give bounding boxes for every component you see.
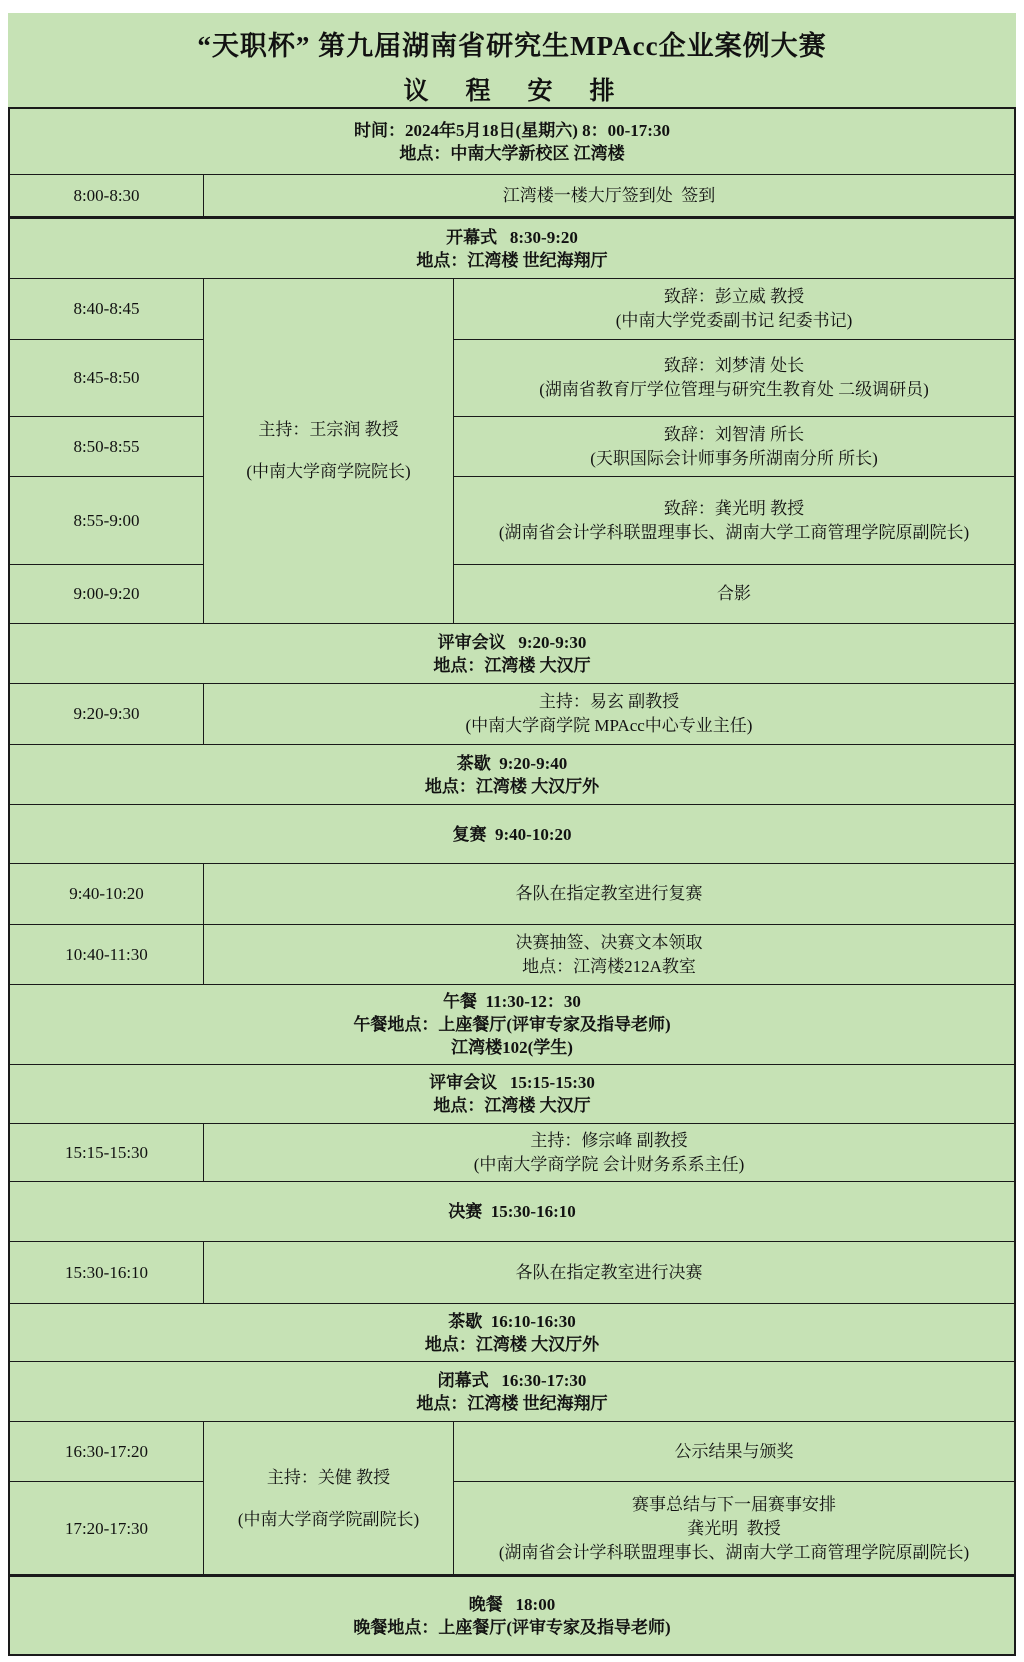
time-cell: 17:20-17:30 [10, 1482, 204, 1576]
row-signin [10, 175, 1014, 219]
content-line: (湖南省会计学科联盟理事长、湖南大学工商管理学院原副院长) [498, 522, 970, 542]
content-line: (中南大学商学院 MPAcc中心专业主任) [465, 716, 753, 735]
section-title: 评审会议 9:20-9:30 [437, 632, 587, 652]
content-cell [454, 1422, 1014, 1482]
title-block [8, 13, 1016, 107]
section-title: 茶歇 16:10-16:30 [448, 1311, 576, 1331]
host-line: 主持：关健 教授 [266, 1468, 391, 1487]
content-cell [204, 1242, 1014, 1303]
host-line: (中南大学商学院副院长) [237, 1510, 420, 1529]
content-cell [454, 565, 1014, 623]
section-location: 地点：江湾楼 大汉厅外 [424, 1334, 600, 1354]
section-location: 地点：江湾楼 大汉厅外 [424, 776, 600, 796]
content-line: (中南大学商学院 会计财务系系主任) [473, 1154, 745, 1174]
row-final-draw [10, 925, 1014, 985]
content-cell [454, 279, 1014, 340]
host-line: 主持：王宗润 教授 [258, 420, 399, 439]
section-title: 茶歇 9:20-9:40 [456, 753, 568, 773]
row-final [10, 1242, 1014, 1304]
section-title: 复赛 9:40-10:20 [452, 824, 572, 844]
opening-session-group [10, 279, 1014, 624]
content-line: 公示结果与颁奖 [674, 1441, 794, 1461]
schedule-table [8, 107, 1016, 1656]
time-cell: 10:40-11:30 [10, 925, 204, 984]
time-cell: 8:40-8:45 [10, 279, 204, 340]
section-title: 闭幕式 16:30-17:30 [437, 1370, 587, 1390]
event-location-text: 地点：中南大学新校区 江湾楼 [399, 143, 625, 163]
section-header-closing [10, 1362, 1014, 1422]
time-cell: 8:50-8:55 [10, 417, 204, 477]
time-cell: 8:00-8:30 [10, 175, 204, 216]
time-cell: 15:30-16:10 [10, 1242, 204, 1303]
section-title: 决赛 15:30-16:10 [448, 1202, 576, 1221]
section-location: 地点：江湾楼 世纪海翔厅 [416, 1393, 608, 1413]
section-header-final [10, 1182, 1014, 1242]
section-location: 江湾楼102(学生) [451, 1038, 573, 1057]
time-cell: 9:40-10:20 [10, 864, 204, 924]
section-location: 地点：江湾楼 大汉厅 [433, 1096, 591, 1115]
content-line: 江湾楼一楼大厅签到处 签到 [502, 185, 716, 205]
content-cell [204, 864, 1014, 924]
content-line: 决赛抽签、决赛文本领取 [515, 932, 703, 952]
content-line: 赛事总结与下一届赛事安排 [632, 1495, 836, 1514]
section-title: 评审会议 15:15-15:30 [429, 1073, 595, 1092]
content-cell [204, 175, 1014, 216]
content-line: 主持：修宗峰 副教授 [530, 1130, 688, 1150]
content-cell [204, 684, 1014, 744]
content-cell [454, 417, 1014, 477]
section-header-review-2 [10, 1065, 1014, 1124]
section-header-review-1 [10, 624, 1014, 684]
row-review-2 [10, 1124, 1014, 1182]
content-line: 致辞：龚光明 教授 [663, 498, 805, 518]
content-cell [454, 1482, 1014, 1576]
section-title: 午餐 11:30-12：30 [443, 992, 581, 1011]
content-line: (天职国际会计师事务所湖南分所 所长) [590, 448, 878, 468]
content-cell [454, 340, 1014, 417]
section-location: 晚餐地点：上座餐厅(评审专家及指导老师) [353, 1617, 671, 1637]
content-line: (湖南省会计学科联盟理事长、湖南大学工商管理学院原副院长) [498, 1543, 970, 1562]
content-line: 地点：江湾楼212A教室 [522, 956, 696, 976]
content-cell [204, 925, 1014, 984]
content-line: 各队在指定教室进行决赛 [515, 1262, 703, 1282]
section-header-tea-2 [10, 1304, 1014, 1362]
section-title: 开幕式 8:30-9:20 [446, 227, 578, 247]
time-cell: 15:15-15:30 [10, 1124, 204, 1181]
section-header-dinner [10, 1577, 1014, 1654]
agenda-sheet [8, 13, 1016, 1656]
content-line: 致辞：彭立威 教授 [663, 287, 805, 306]
time-cell: 8:55-9:00 [10, 477, 204, 565]
section-location: 地点：江湾楼 世纪海翔厅 [416, 250, 608, 270]
page-title: “天职杯” 第九届湖南省研究生MPAcc企业案例大赛 [197, 31, 827, 61]
content-line: (湖南省教育厅学位管理与研究生教育处 二级调研员) [539, 380, 929, 399]
section-header-tea-1 [10, 745, 1014, 805]
host-cell [204, 279, 454, 623]
row-review-1 [10, 684, 1014, 745]
section-title: 晚餐 18:00 [468, 1594, 556, 1614]
section-location: 地点：江湾楼 大汉厅 [433, 655, 591, 675]
content-line: 龚光明 教授 [687, 1519, 781, 1538]
section-header-semifinal [10, 805, 1014, 864]
event-time-text: 时间：2024年5月18日(星期六) 8：00-17:30 [354, 120, 670, 140]
host-cell [204, 1422, 454, 1576]
content-cell [204, 1124, 1014, 1181]
content-line: 合影 [717, 584, 751, 603]
content-line: 各队在指定教室进行复赛 [515, 884, 703, 903]
event-info-row [10, 109, 1014, 175]
content-line: (中南大学党委副书记 纪委书记) [615, 311, 853, 330]
section-header-opening [10, 219, 1014, 279]
host-line: (中南大学商学院院长) [246, 462, 411, 481]
content-cell [454, 477, 1014, 565]
content-line: 主持：易玄 副教授 [538, 692, 680, 711]
section-location: 午餐地点：上座餐厅(评审专家及指导老师) [353, 1015, 671, 1034]
page-subtitle: 议 程 安 排 [403, 78, 621, 105]
time-cell: 8:45-8:50 [10, 340, 204, 417]
time-cell: 16:30-17:20 [10, 1422, 204, 1482]
time-cell: 9:20-9:30 [10, 684, 204, 744]
closing-session-group [10, 1422, 1014, 1577]
time-cell: 9:00-9:20 [10, 565, 204, 623]
content-line: 致辞：刘梦清 处长 [663, 356, 805, 375]
row-semifinal [10, 864, 1014, 925]
section-header-lunch [10, 985, 1014, 1065]
content-line: 致辞：刘智清 所长 [663, 424, 805, 444]
